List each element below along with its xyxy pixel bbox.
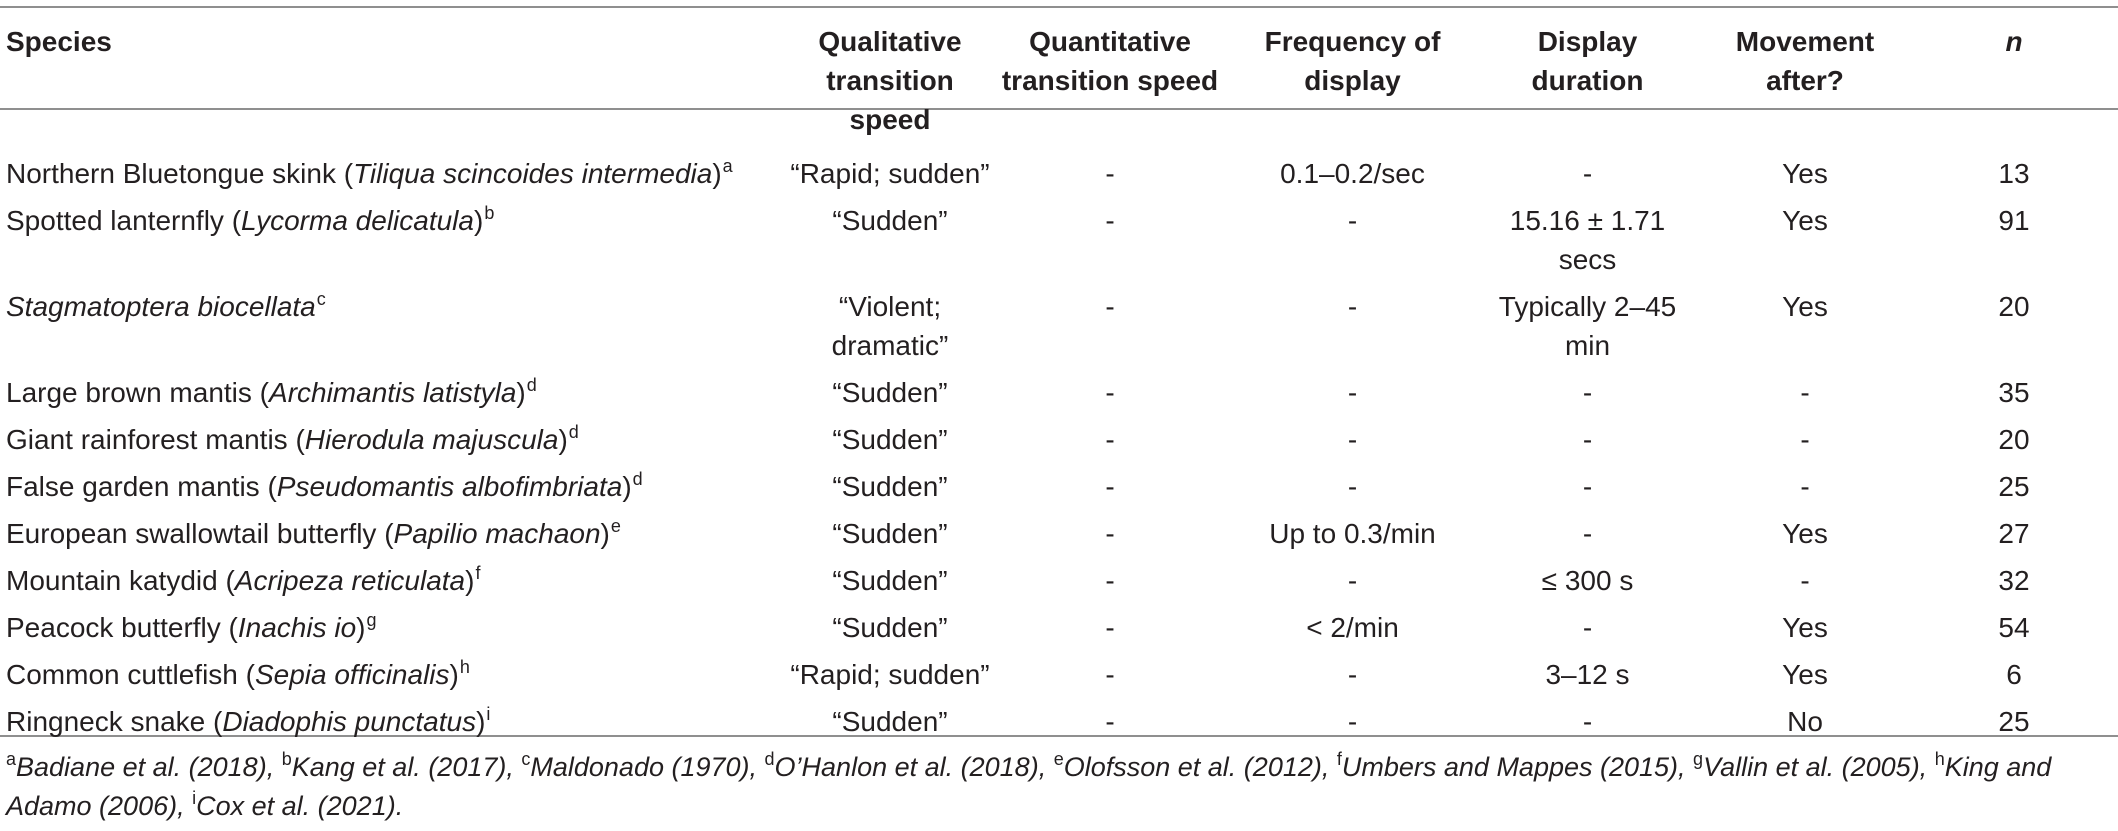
footnote-reference: Kang et al. (2017),	[291, 752, 522, 782]
duration-line: ≤ 300 s	[1541, 565, 1634, 596]
footnote-marker: d	[526, 375, 537, 395]
cell-species	[0, 287, 790, 373]
species-close-paren: )	[600, 518, 610, 549]
duration-line: -	[1582, 518, 1593, 549]
cell-n: 35	[1998, 377, 2030, 408]
cell-species	[0, 420, 790, 467]
cell-qualitative-speed: “Rapid; sudden”	[790, 158, 990, 189]
table-row	[0, 608, 2118, 655]
cell-n: 27	[1998, 518, 2030, 549]
species-common-name: Ringneck snake (	[6, 706, 223, 737]
cell-quantitative-speed: -	[1105, 377, 1115, 408]
header-frequency-of-display: Frequency of display	[1264, 26, 1441, 96]
species-common-name: Mountain katydid (	[6, 565, 235, 596]
footnote-marker: g	[366, 610, 377, 630]
cell-frequency: < 2/min	[1306, 612, 1399, 643]
cell-movement-after: -	[1800, 471, 1810, 502]
footnote-marker: e	[1053, 749, 1064, 769]
duration-line: secs	[1558, 244, 1617, 275]
footnote-marker: i	[486, 704, 491, 724]
cell-frequency: 0.1–0.2/sec	[1280, 158, 1425, 189]
species-common-name: Giant rainforest mantis (	[6, 424, 305, 455]
cell-movement-after: Yes	[1782, 518, 1828, 549]
cell-duration	[1475, 201, 1700, 287]
footnote-reference: Cox et al. (2021).	[196, 791, 404, 821]
cell-qualitative-speed: “Sudden”	[832, 565, 948, 596]
duration-line: -	[1582, 424, 1593, 455]
species-close-paren: )	[356, 612, 366, 643]
table-footnote	[6, 748, 2106, 826]
species-scientific-name: Sepia officinalis	[254, 659, 450, 690]
footnote-marker: e	[610, 516, 621, 536]
footnote-reference: Umbers and Mappes (2015),	[1341, 752, 1694, 782]
cell-species	[0, 514, 790, 561]
cell-qualitative-speed: “Sudden”	[832, 471, 948, 502]
species-common-name: Spotted lanternfly (	[6, 205, 242, 236]
cell-movement-after: Yes	[1782, 205, 1828, 236]
cell-qualitative-speed: “Sudden”	[832, 518, 948, 549]
table-row	[0, 514, 2118, 561]
cell-n: 25	[1998, 471, 2030, 502]
species-scientific-name: Tiliqua scincoides intermedia	[353, 158, 713, 189]
species-scientific-name: Lycorma delicatula	[241, 205, 474, 236]
cell-frequency: -	[1347, 205, 1358, 236]
cell-species	[0, 561, 790, 608]
cell-quantitative-speed: -	[1105, 706, 1115, 737]
duration-line: min	[1564, 330, 1611, 361]
cell-n: 91	[1998, 205, 2030, 236]
footnote-reference: Olofsson et al. (2012),	[1063, 752, 1337, 782]
species-common-name: Northern Bluetongue skink (	[6, 158, 354, 189]
cell-n: 20	[1998, 424, 2030, 455]
cell-duration	[1475, 514, 1700, 561]
header-quantitative-transition-speed: Quantitative transition speed	[1001, 26, 1219, 96]
cell-movement-after: -	[1800, 424, 1810, 455]
footnote-marker: d	[568, 422, 579, 442]
cell-duration	[1475, 702, 1700, 749]
duration-line: -	[1582, 377, 1593, 408]
cell-duration	[1475, 287, 1700, 373]
cell-frequency: -	[1347, 424, 1358, 455]
species-common-name: False garden mantis (	[6, 471, 277, 502]
cell-quantitative-speed: -	[1105, 612, 1115, 643]
cell-qualitative-speed: “Rapid; sudden”	[790, 659, 990, 690]
cell-duration	[1475, 373, 1700, 420]
species-scientific-name: Inachis io	[237, 612, 357, 643]
footnote-marker: b	[484, 203, 495, 223]
cell-quantitative-speed: -	[1105, 518, 1115, 549]
footnote-reference: Maldonado (1970),	[530, 752, 765, 782]
cell-quantitative-speed: -	[1105, 565, 1115, 596]
table-header-row	[0, 8, 2118, 139]
species-close-paren: )	[473, 205, 484, 236]
cell-species	[0, 655, 790, 702]
species-scientific-name: Archimantis latistyla	[269, 377, 517, 408]
footnote-marker: a	[6, 749, 17, 769]
species-scientific-name: Pseudomantis albofimbriata	[276, 471, 623, 502]
duration-line: Typically 2–45	[1498, 291, 1677, 322]
footnote-marker: g	[1693, 749, 1704, 769]
species-display-table	[0, 8, 2118, 749]
duration-line: -	[1582, 471, 1593, 502]
species-common-name: Common cuttlefish (	[6, 659, 255, 690]
cell-qualitative-speed: “Sudden”	[832, 424, 948, 455]
footnote-marker: f	[1336, 749, 1342, 769]
header-species: Species	[6, 26, 112, 57]
table-row	[0, 373, 2118, 420]
cell-movement-after: No	[1787, 706, 1823, 737]
cell-movement-after: -	[1800, 377, 1810, 408]
cell-frequency: -	[1347, 706, 1358, 737]
cell-quantitative-speed: -	[1105, 424, 1115, 455]
cell-species	[0, 608, 790, 655]
duration-line: -	[1582, 158, 1593, 189]
species-common-name: Large brown mantis (	[6, 377, 270, 408]
footnote-reference: Vallin et al. (2005),	[1703, 752, 1935, 782]
cell-qualitative-speed: “Sudden”	[832, 612, 948, 643]
cell-qualitative-speed: “Sudden”	[832, 377, 948, 408]
cell-quantitative-speed: -	[1105, 158, 1115, 189]
cell-duration	[1475, 561, 1700, 608]
table-row	[0, 561, 2118, 608]
species-close-paren: )	[622, 471, 632, 502]
cell-frequency: -	[1347, 377, 1358, 408]
species-close-paren: )	[516, 377, 526, 408]
species-close-paren: )	[449, 659, 459, 690]
footnote-marker: b	[281, 749, 292, 769]
cell-movement-after: Yes	[1782, 158, 1828, 189]
cell-qualitative-speed: “Sudden”	[832, 205, 948, 236]
cell-movement-after: -	[1800, 565, 1810, 596]
cell-frequency: -	[1347, 659, 1358, 690]
header-movement-after: Movement after?	[1735, 26, 1875, 96]
cell-movement-after: Yes	[1782, 659, 1828, 690]
footnote-marker: h	[1934, 749, 1945, 769]
table-row	[0, 201, 2118, 287]
cell-species	[0, 139, 790, 201]
duration-line: 3–12 s	[1545, 659, 1630, 690]
species-common-name: European swallowtail butterfly (	[6, 518, 394, 549]
cell-quantitative-speed: -	[1105, 659, 1115, 690]
cell-duration	[1475, 139, 1700, 201]
table-row	[0, 139, 2118, 201]
table-row	[0, 467, 2118, 514]
cell-movement-after: Yes	[1782, 291, 1828, 322]
cell-duration	[1475, 608, 1700, 655]
cell-n: 13	[1998, 158, 2030, 189]
cell-n: 54	[1998, 612, 2030, 643]
cell-quantitative-speed: -	[1105, 291, 1115, 322]
footnote-reference: King and Adamo (2006),	[6, 752, 2052, 821]
species-scientific-name: Hierodula majuscula	[304, 424, 559, 455]
cell-qualitative-speed: “Sudden”	[832, 706, 948, 737]
header-display-duration: Display duration	[1531, 26, 1644, 96]
footnote-reference: Badiane et al. (2018),	[16, 752, 282, 782]
cell-n: 25	[1998, 706, 2030, 737]
footnote-marker: f	[475, 563, 481, 583]
species-close-paren: )	[558, 424, 568, 455]
duration-line: 15.16 ± 1.71	[1509, 205, 1666, 236]
table-row	[0, 655, 2118, 702]
cell-species	[0, 702, 790, 749]
duration-line: -	[1582, 706, 1593, 737]
cell-species	[0, 201, 790, 287]
cell-quantitative-speed: -	[1105, 471, 1115, 502]
species-close-paren: )	[476, 706, 486, 737]
species-close-paren: )	[465, 565, 475, 596]
duration-line: -	[1582, 612, 1593, 643]
species-common-name: Peacock butterfly (	[6, 612, 238, 643]
table-row	[0, 420, 2118, 467]
table-row	[0, 702, 2118, 749]
cell-frequency: Up to 0.3/min	[1269, 518, 1436, 549]
cell-duration	[1475, 655, 1700, 702]
cell-frequency: -	[1347, 291, 1358, 322]
footnote-marker: c	[521, 749, 531, 769]
cell-duration	[1475, 467, 1700, 514]
footnote-marker: a	[722, 156, 733, 176]
footnote-marker: i	[192, 788, 197, 808]
cell-quantitative-speed: -	[1105, 205, 1115, 236]
cell-duration	[1475, 420, 1700, 467]
species-close-paren: )	[712, 158, 722, 189]
footnote-reference: O’Hanlon et al. (2018),	[774, 752, 1054, 782]
header-qualitative-transition-speed: Qualitative transition speed	[818, 26, 962, 135]
footnote-marker: d	[632, 469, 643, 489]
cell-frequency: -	[1347, 565, 1358, 596]
cell-movement-after: Yes	[1782, 612, 1828, 643]
cell-species	[0, 467, 790, 514]
cell-n: 6	[2006, 659, 2022, 690]
footnote-marker: h	[459, 657, 470, 677]
table-row	[0, 287, 2118, 373]
species-scientific-name: Diadophis punctatus	[222, 706, 477, 737]
header-n: n	[2005, 26, 2023, 57]
species-scientific-name: Acripeza reticulata	[234, 565, 466, 596]
footnote-marker: c	[316, 289, 326, 309]
species-scientific-name: Stagmatoptera biocellata	[6, 291, 316, 322]
cell-qualitative-speed: “Violent; dramatic”	[831, 291, 949, 361]
cell-n: 32	[1998, 565, 2030, 596]
footnote-marker: d	[764, 749, 775, 769]
cell-species	[0, 373, 790, 420]
cell-frequency: -	[1347, 471, 1358, 502]
cell-n: 20	[1998, 291, 2030, 322]
species-scientific-name: Papilio machaon	[393, 518, 601, 549]
